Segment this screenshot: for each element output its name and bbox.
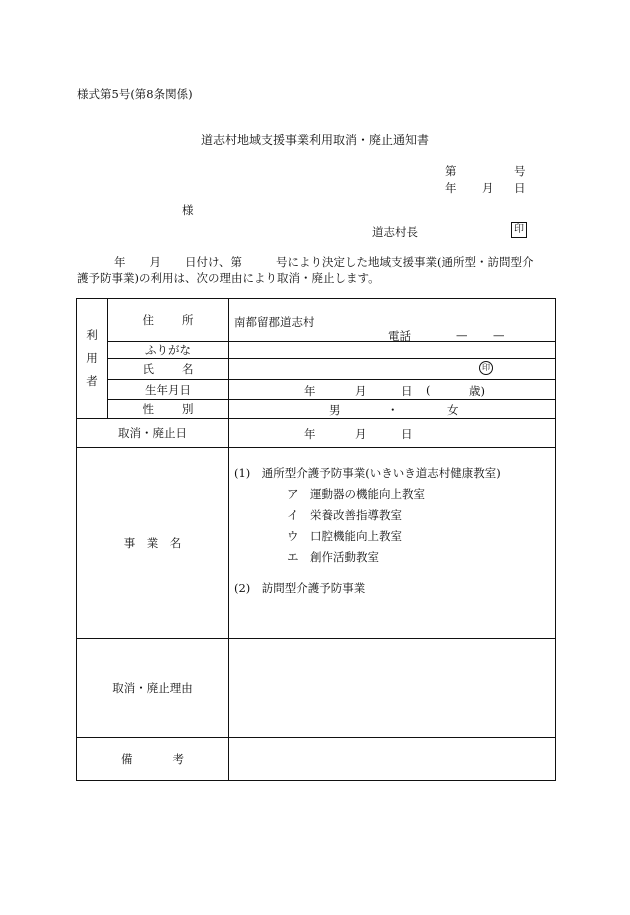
body-month: 月	[149, 255, 161, 269]
body-year: 年	[114, 255, 126, 269]
business-list-cell	[229, 448, 556, 639]
business-item-2: (2) 訪問型介護予防事業	[234, 581, 366, 595]
user-label-cell	[77, 299, 108, 419]
business-item-1d: エ 創作活動教室	[287, 550, 379, 564]
business-item-1: (1) 通所型介護予防事業(いきいき道志村健康教室)	[234, 466, 501, 480]
name-label-cell	[108, 359, 229, 380]
issue-date-year: 年	[445, 181, 457, 195]
tel-dash-1: —	[456, 328, 468, 342]
remarks-label-cell	[77, 738, 229, 781]
cancel-month: 月	[355, 427, 367, 441]
address-label-1: 住	[142, 313, 154, 327]
birth-day: 日	[401, 384, 413, 398]
body-decided: 号により決定した地域支援事業(通所型・訪問型介	[276, 255, 534, 269]
reason-label: 取消・廃止理由	[112, 681, 193, 695]
doc-number-prefix: 第	[445, 164, 457, 178]
cancel-date-label: 取消・廃止日	[118, 426, 187, 440]
remarks-label-2: 考	[172, 752, 184, 766]
birth-age: 歳)	[469, 384, 485, 398]
issue-date-month: 月	[482, 181, 494, 195]
name-label-1: 氏	[142, 362, 154, 376]
notice-form-table	[76, 298, 556, 781]
business-item-1a: ア 運動器の機能向上教室	[287, 487, 425, 501]
furigana-value-cell	[229, 342, 556, 359]
tel-dash-2: —	[493, 328, 505, 342]
address-value: 南都留郡道志村	[234, 315, 315, 329]
user-label-char-2: 用	[86, 351, 98, 365]
notice-body-line-1	[77, 254, 534, 270]
sex-value-cell	[229, 400, 556, 419]
user-label-char-3: 者	[86, 374, 98, 388]
seal-stamp-icon: 印	[511, 222, 527, 238]
reason-label-cell	[77, 639, 229, 738]
name-label-2: 名	[182, 362, 194, 376]
sex-separator: ・	[387, 403, 399, 417]
birthdate-label: 生年月日	[145, 382, 191, 397]
tel-label: 電話	[388, 329, 411, 343]
birth-year: 年	[304, 384, 316, 398]
reason-value-cell	[229, 639, 556, 738]
form-reference: 様式第5号(第8条関係)	[77, 87, 193, 101]
body-dated: 日付け、第	[185, 255, 243, 269]
sex-male: 男	[329, 403, 341, 417]
address-value-cell	[229, 299, 556, 342]
document-title: 道志村地域支援事業利用取消・廃止通知書	[200, 133, 429, 147]
sex-female: 女	[447, 403, 459, 417]
business-label-cell	[77, 448, 229, 639]
furigana-label: ふりがな	[145, 343, 191, 357]
issuer-name: 道志村長	[372, 225, 418, 239]
sex-label-cell	[108, 400, 229, 419]
notice-body-line-2: 護予防事業)の利用は、次の理由により取消・廃止します。	[77, 271, 380, 285]
address-label-cell	[108, 299, 229, 342]
birthdate-label-cell	[108, 380, 229, 400]
sex-label-1: 性	[142, 402, 154, 416]
sex-label-2: 別	[182, 402, 194, 416]
issue-date-day: 日	[514, 181, 526, 195]
addressee-suffix: 様	[182, 203, 194, 217]
birthdate-value-cell	[229, 380, 556, 400]
business-label: 事 業 名	[123, 536, 182, 550]
name-value-cell	[229, 359, 556, 380]
remarks-label-1: 備	[121, 752, 133, 766]
doc-number-suffix: 号	[514, 164, 526, 178]
remarks-value-cell	[229, 738, 556, 781]
birth-month: 月	[355, 384, 367, 398]
business-item-1c: ウ 口腔機能向上教室	[287, 529, 402, 543]
furigana-label-cell	[108, 342, 229, 359]
user-label-char-1: 利	[86, 328, 98, 342]
cancel-date-label-cell	[77, 419, 229, 448]
cancel-date-value-cell	[229, 419, 556, 448]
cancel-day: 日	[401, 427, 413, 441]
birth-paren: (	[426, 383, 431, 397]
business-item-1b: イ 栄養改善指導教室	[287, 508, 402, 522]
name-seal-icon: 印	[479, 361, 493, 375]
address-label-2: 所	[182, 313, 194, 327]
cancel-year: 年	[304, 427, 316, 441]
